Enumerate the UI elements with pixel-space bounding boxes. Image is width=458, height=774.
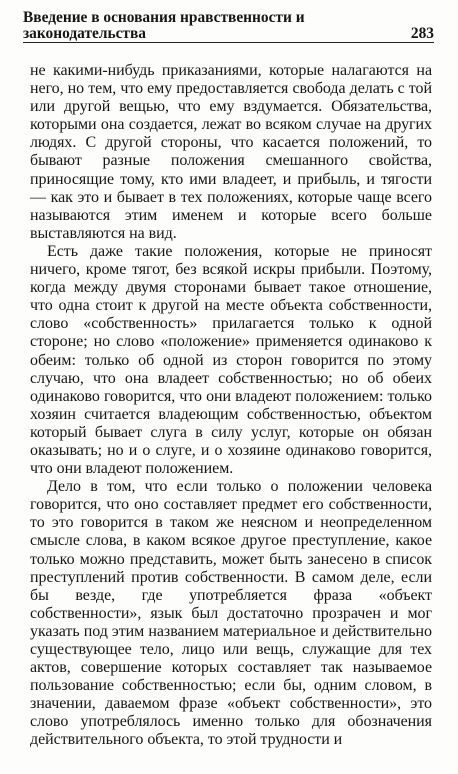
- body-text: [30, 62, 432, 750]
- paragraph-continued: не какими-нибудь приказаниями, которые налагаются на него, но тем, что ему предоставляется свобода делать с той или другой вещью, что ему вздумается. Обязательства, которыми она создается, лежат во всяком случае на других людях. С другой стороны, что касается положений, то бывают разные положения смешанного свойства, приносящие тому, кто ими владеет, и прибыль, и тягости — как это и бывает в тех положениях, которые чаще всего называются этим именем и которые всего больше выставляются на вид.: [30, 62, 432, 242]
- paragraph-3: Дело в том, что если только о положении человека говорится, что оно составляет предмет его собственности, то это говорится в таком же неясном и неопределенном смысле слова, в каком всякое другое преступление, какое только можно представить, может быть занесено в список преступлений против собственности. В самом деле, если бы везде, где употребляется фраза «объект собственности», язык был достаточно прозрачен и мог указать под этим названием материальное и действительно существующее тело, лицо или вещь, служащие для тех актов, совершение которых составляет так называемое пользование собственностью; если бы, одним словом, в значении, даваемом фразе «объект собственности», это слово употреблялось именно только для обозначения действительного объекта, то этой трудности и: [30, 478, 432, 749]
- header-rule: [23, 42, 434, 43]
- page-number: 283: [410, 24, 434, 42]
- running-header-title: Введение в основания нравственности и законодательства: [23, 9, 305, 42]
- paragraph-2: Есть даже такие положения, которые не приносят ничего, кроме тягот, без всякой искры прибыли. Поэтому, когда между двумя сторонами бывает такое отношение, что одна стоит к другой на месте объекта собственности, слово «собственность» прилагается только к одной стороне; но слово «положение» применяется одинаково к обеим: только об одной из сторон говорится по этому случаю, что она владеет собственностью; но об обеих одинаково говорится, что они владеют положением: только хозяин считается владеющим собственностью, объектом который бывает слуга в силу услуг, которые он обязан оказывать; но и о слуге, и о хозяине одинаково говорится, что они владеют положением.: [30, 242, 432, 478]
- running-header: [23, 9, 434, 42]
